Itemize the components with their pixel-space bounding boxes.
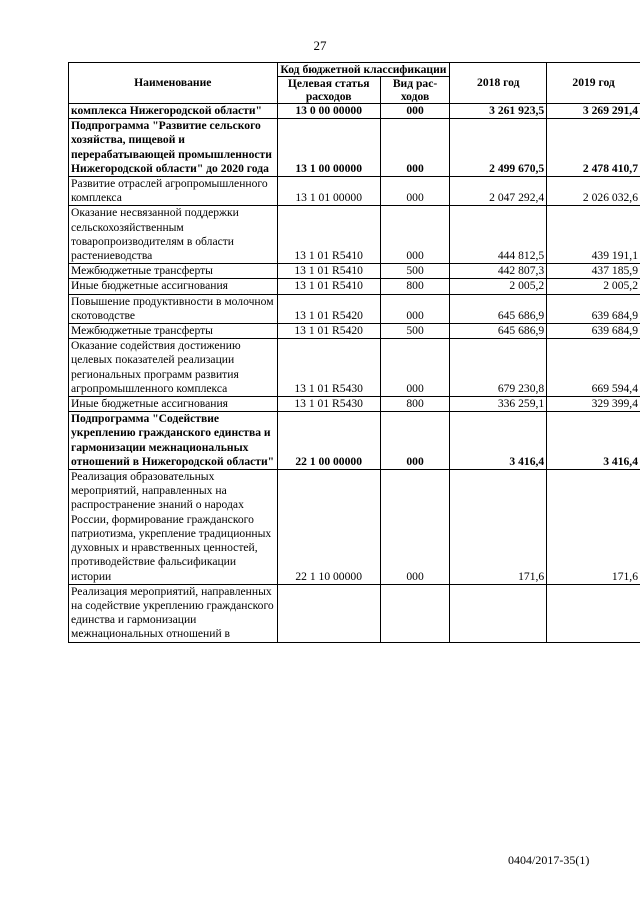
table-row	[69, 177, 640, 206]
row-amount-2019	[547, 584, 640, 642]
row-expense-type: 000	[380, 104, 450, 119]
row-amount-2018: 3 261 923,5	[450, 104, 547, 119]
row-expense-type: 000	[380, 294, 450, 323]
table-row	[69, 412, 640, 470]
table-row	[69, 279, 640, 294]
row-target-item	[277, 584, 380, 642]
row-name: Иные бюджетные ассигнования	[69, 397, 278, 412]
row-target-item: 13 1 01 R5430	[277, 339, 380, 397]
row-amount-2018: 679 230,8	[450, 339, 547, 397]
row-name: Межбюджетные трансферты	[69, 324, 278, 339]
row-amount-2018: 645 686,9	[450, 324, 547, 339]
table-row	[69, 584, 640, 642]
row-name: Повышение продуктивности в молочном скотоводстве	[69, 294, 278, 323]
row-name: Реализация образовательных мероприятий, направленных на распространение знаний о народах России, формирование гражданского патриотизма, укрепление традиционных духовных и нравственных ценностей, противодействие фальсификации истории	[69, 470, 278, 585]
row-amount-2019: 2 026 032,6	[547, 177, 640, 206]
header-expense-type: Вид рас-ходов	[380, 77, 450, 104]
row-expense-type: 800	[380, 397, 450, 412]
row-expense-type: 000	[380, 470, 450, 585]
row-expense-type: 000	[380, 177, 450, 206]
row-target-item: 13 1 01 00000	[277, 177, 380, 206]
row-name: Подпрограмма "Развитие сельского хозяйства, пищевой и перерабатывающей промышленности Нижегородской области" до 2020 года	[69, 119, 278, 177]
row-target-item: 22 1 10 00000	[277, 470, 380, 585]
row-amount-2019: 639 684,9	[547, 294, 640, 323]
row-target-item: 13 0 00 00000	[277, 104, 380, 119]
row-amount-2018: 444 812,5	[450, 206, 547, 264]
table-row	[69, 119, 640, 177]
row-amount-2019: 171,6	[547, 470, 640, 585]
row-target-item: 22 1 00 00000	[277, 412, 380, 470]
row-expense-type: 000	[380, 412, 450, 470]
row-name: Оказание содействия достижению целевых показателей реализации региональных программ развития агропромышленного комплекса	[69, 339, 278, 397]
row-name: Межбюджетные трансферты	[69, 264, 278, 279]
row-target-item: 13 1 01 R5420	[277, 294, 380, 323]
row-amount-2019: 437 185,9	[547, 264, 640, 279]
row-amount-2019: 3 269 291,4	[547, 104, 640, 119]
page-number: 27	[313, 38, 327, 53]
table-row	[69, 324, 640, 339]
row-target-item: 13 1 01 R5410	[277, 279, 380, 294]
row-amount-2018	[450, 584, 547, 642]
header-row	[69, 63, 640, 77]
row-expense-type: 000	[380, 339, 450, 397]
header-year-2019: 2019 год	[547, 63, 640, 104]
row-amount-2019: 329 399,4	[547, 397, 640, 412]
row-amount-2019: 639 684,9	[547, 324, 640, 339]
row-name: Развитие отраслей агропромышленного комплекса	[69, 177, 278, 206]
row-name: Иные бюджетные ассигнования	[69, 279, 278, 294]
row-amount-2018: 2 499 670,5	[450, 119, 547, 177]
header-name: Наименование	[69, 63, 278, 104]
table-row	[69, 104, 640, 119]
row-name: Реализация мероприятий, направленных на содействие укреплению гражданского единства и гармонизации межнациональных отношений в	[69, 584, 278, 642]
row-amount-2018: 3 416,4	[450, 412, 547, 470]
row-amount-2018: 171,6	[450, 470, 547, 585]
row-target-item: 13 1 01 R5420	[277, 324, 380, 339]
row-target-item: 13 1 00 00000	[277, 119, 380, 177]
row-name: комплекса Нижегородской области"	[69, 104, 278, 119]
row-expense-type: 000	[380, 206, 450, 264]
row-amount-2018: 2 005,2	[450, 279, 547, 294]
row-amount-2019: 2 478 410,7	[547, 119, 640, 177]
row-name: Подпрограмма "Содействие укреплению гражданского единства и гармонизации межнациональных отношений в Нижегородской области"	[69, 412, 278, 470]
row-amount-2019: 669 594,4	[547, 339, 640, 397]
table-row	[69, 397, 640, 412]
table-row	[69, 206, 640, 264]
row-amount-2019: 2 005,2	[547, 279, 640, 294]
row-amount-2018: 442 807,3	[450, 264, 547, 279]
row-amount-2019: 439 191,1	[547, 206, 640, 264]
row-expense-type: 800	[380, 279, 450, 294]
row-amount-2019: 3 416,4	[547, 412, 640, 470]
row-amount-2018: 645 686,9	[450, 294, 547, 323]
header-code-group: Код бюджетной классификации	[277, 63, 450, 77]
row-amount-2018: 2 047 292,4	[450, 177, 547, 206]
row-expense-type: 500	[380, 324, 450, 339]
row-amount-2018: 336 259,1	[450, 397, 547, 412]
header-target-item: Целевая статья расходов	[277, 77, 380, 104]
header-year-2018: 2018 год	[450, 63, 547, 104]
row-name: Оказание несвязанной поддержки сельскохозяйственным товаропроизводителям в области растениеводства	[69, 206, 278, 264]
row-target-item: 13 1 01 R5430	[277, 397, 380, 412]
row-target-item: 13 1 01 R5410	[277, 264, 380, 279]
table-row	[69, 339, 640, 397]
row-target-item: 13 1 01 R5410	[277, 206, 380, 264]
table-row	[69, 470, 640, 585]
row-expense-type	[380, 584, 450, 642]
budget-table	[68, 62, 640, 643]
row-expense-type: 000	[380, 119, 450, 177]
document-code: 0404/2017-35(1)	[508, 853, 590, 867]
row-expense-type: 500	[380, 264, 450, 279]
table-row	[69, 294, 640, 323]
table-row	[69, 264, 640, 279]
